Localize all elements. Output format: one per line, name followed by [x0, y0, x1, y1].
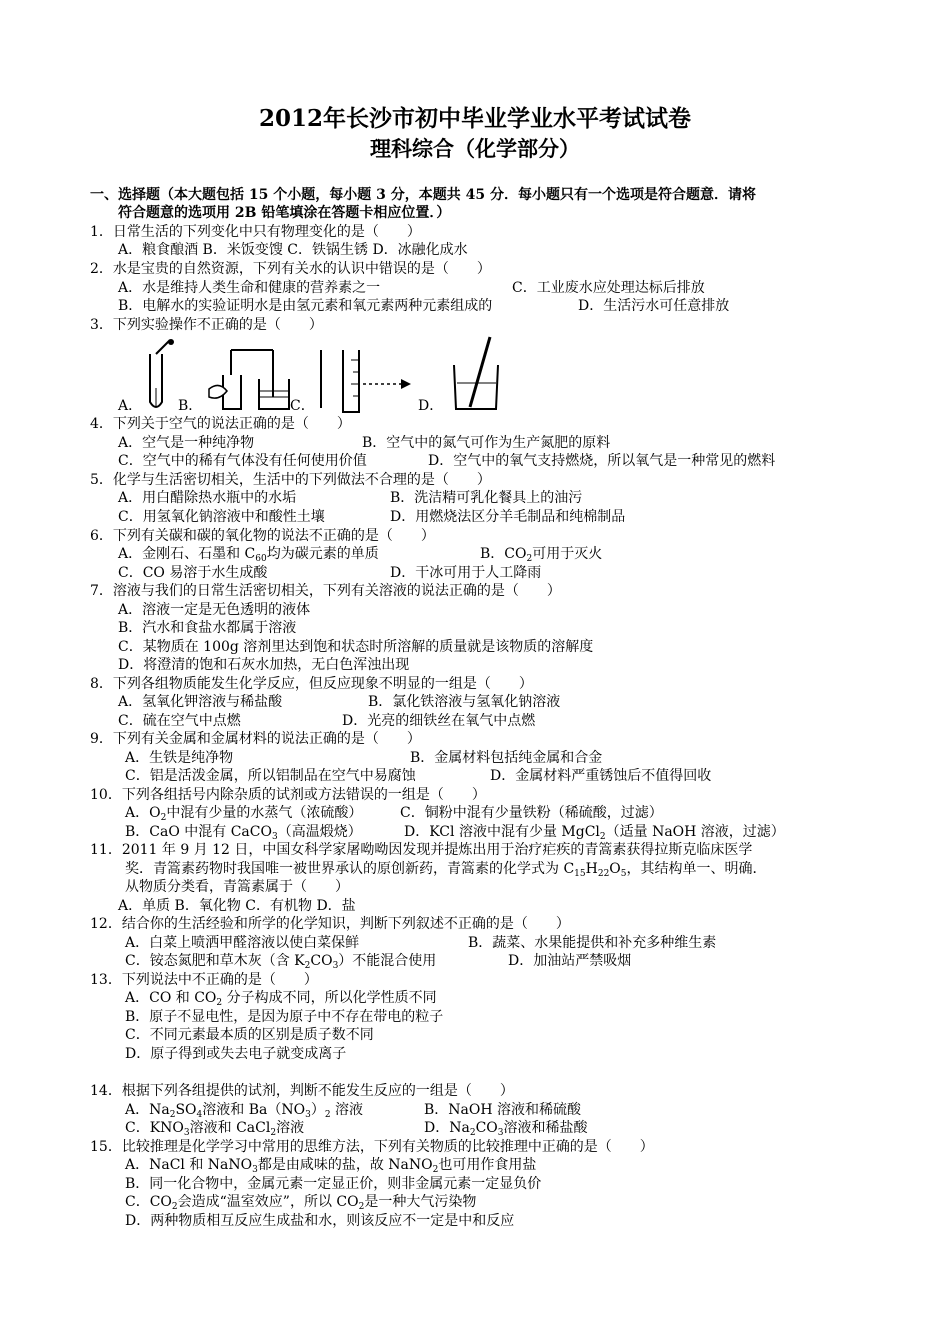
q8-option-c: C．硫在空气中点燃 — [118, 713, 241, 729]
q6-option-d: D．干冰可用于人工降雨 — [390, 565, 542, 581]
q12-option-c: C．铵态氮肥和草木灰（含 $K_2CO_3$）不能混合使用 — [125, 953, 437, 971]
q4-option-b: B．空气中的氮气可作为生产氮肥的原料 — [362, 435, 611, 451]
q3-label-d: D． — [418, 398, 444, 414]
q4-option-a: A．空气是一种纯净物 — [118, 435, 255, 451]
q1-stem: 1．日常生活的下列变化中只有物理变化的是（ ） — [90, 224, 421, 240]
q15-option-a: A．NaCl 和 NaNO$_3$都是由咸味的盐，故 NaNO$_2$也可用作食用盐 — [125, 1157, 537, 1175]
q3-figure-a-test-tube — [140, 338, 180, 413]
q11-stem-line3: 从物质分类看，青篙素属于（ ） — [125, 879, 349, 895]
q5-option-b: B．洗洁精可乳化餐具上的油污 — [390, 490, 583, 506]
q14-stem: 14．根据下列各组提供的试剂，判断不能发生反应的一组是（ ） — [90, 1083, 514, 1099]
q10-option-d: D．KCl 溶液中混有少量 MgCl$_2$（适量 NaOH 溶液，过滤） — [404, 824, 785, 842]
q4-option-c: C．空气中的稀有气体没有任何使用价值 — [118, 453, 367, 469]
q3-label-a: A． — [118, 398, 143, 414]
q15-option-d: D．两种物质相互反应生成盐和水，则该反应不一定是中和反应 — [125, 1213, 515, 1229]
q12-option-a: A．白菜上喷洒甲醛溶液以使白菜保鲜 — [125, 935, 360, 951]
q7-option-c: C．某物质在 100g 溶剂里达到饱和状态时所溶解的质量就是该物质的溶解度 — [118, 639, 594, 655]
q8-option-b: B．氯化铁溶液与氢氧化钠溶液 — [368, 694, 561, 710]
q13-option-b: B．原子不显电性，是因为原子中不存在带电的粒子 — [125, 1009, 444, 1025]
q5-option-d: D．用燃烧法区分羊毛制品和纯棉制品 — [390, 509, 626, 525]
q11-stem-line1: 11．2011 年 9 月 12 日，中国女科学家屠呦呦因发现并提炼出用于治疗疟疾的青篙素获得拉斯克临床医学 — [90, 842, 753, 858]
q9-option-a: A．生铁是纯净物 — [125, 750, 234, 766]
q14-option-c: C．$KNO_3$溶液和 CaCl$_2$溶液 — [125, 1120, 305, 1138]
q8-option-a: A．氢氧化钾溶液与稀盐酸 — [118, 694, 283, 710]
section-heading-line1: 一、选择题（本大题包括 15 个小题，每小题 3 分，本题共 45 分．每小题只有一个选项是符合题意．请将 — [90, 187, 756, 203]
q9-option-b: B．金属材料包括纯金属和合金 — [410, 750, 603, 766]
q14-option-b: B．NaOH 溶液和稀硫酸 — [424, 1102, 582, 1118]
q7-option-d: D．将澄清的饱和石灰水加热，无白色浑浊出现 — [118, 657, 410, 673]
q15-stem: 15．比较推理是化学学习中常用的思维方法，下列有关物质的比较推理中正确的是（ ） — [90, 1139, 654, 1155]
q13-option-c: C．不同元素最本质的区别是质子数不同 — [125, 1027, 374, 1043]
q12-option-b: B．蔬菜、水果能提供和补充多种维生素 — [468, 935, 717, 951]
q9-stem: 9．下列有关金属和金属材料的说法正确的是（ ） — [90, 731, 421, 747]
q2-option-d: D．生活污水可任意排放 — [578, 298, 730, 314]
q12-stem: 12．结合你的生活经验和所学的化学知识，判断下列叙述不正确的是（ ） — [90, 916, 570, 932]
q5-stem: 5．化学与生活密切相关，生活中的下列做法不合理的是（ ） — [90, 472, 491, 488]
q6-option-a: A．金刚石、石墨和 $C_{60}$均为碳元素的单质 — [118, 546, 379, 564]
q7-option-b: B．汽水和食盐水都属于溶液 — [118, 620, 297, 636]
q6-option-c: C．CO 易溶于水生成酸 — [118, 565, 268, 581]
q2-option-a: A．水是维持人类生命和健康的营养素之一 — [118, 280, 381, 296]
q10-stem: 10．下列各组括号内除杂质的试剂或方法错误的一组是（ ） — [90, 787, 486, 803]
q5-option-c: C．用氢氧化钠溶液中和酸性土壤 — [118, 509, 325, 525]
q4-stem: 4．下列关于空气的说法正确的是（ ） — [90, 416, 351, 432]
q9-option-c: C．铝是活泼金属，所以铝制品在空气中易腐蚀 — [125, 768, 416, 784]
q6-stem: 6．下列有关碳和碳的氧化物的说法不正确的是（ ） — [90, 528, 435, 544]
q3-label-b: B． — [178, 398, 203, 414]
q13-stem: 13．下列说法中不正确的是（ ） — [90, 972, 318, 988]
q11-stem-line2: 奖．青篙素药物时我国唯一被世界承认的原创新药，青篙素的化学式为 $C_{15}H_{22}O_5$，其结构单一、明确． — [125, 861, 767, 879]
q3-figure-c-graduated-cylinder — [315, 348, 415, 414]
q10-option-a: A．$O_2$中混有少量的水蒸气（浓硫酸） — [125, 805, 363, 823]
q10-option-b: B．CaO 中混有 CaCO$_3$（高温煅烧） — [125, 824, 362, 842]
exam-subtitle: 理科综合（化学部分） — [370, 136, 580, 161]
q11-options: A．单质 B．氧化物 C．有机物 D．盐 — [118, 898, 356, 914]
q15-option-c: C．$CO_2$会造成“温室效应”，所以 $CO_2$是一种大气污染物 — [125, 1194, 477, 1212]
q1-options: A．粮食酿酒 B．米饭变馊 C．铁锅生锈 D．冰融化成水 — [118, 242, 468, 258]
q5-option-a: A．用白醋除热水瓶中的水垢 — [118, 490, 297, 506]
q3-label-c: C． — [290, 398, 315, 414]
q3-figure-b-airtight-check — [205, 345, 295, 413]
q7-stem: 7．溶液与我们的日常生活密切相关，下列有关溶液的说法正确的是（ ） — [90, 583, 561, 599]
q2-option-c: C．工业废水应处理达标后排放 — [512, 280, 705, 296]
q15-option-b: B．同一化合物中，金属元素一定显正价，则非金属元素一定显负价 — [125, 1176, 542, 1192]
q10-option-c: C．铜粉中混有少量铁粉（稀硫酸，过滤） — [400, 805, 663, 821]
q3-stem: 3．下列实验操作不正确的是（ ） — [90, 317, 323, 333]
q7-option-a: A．溶液一定是无色透明的液体 — [118, 602, 311, 618]
q14-option-a: A．$Na_2SO_4$溶液和 $Ba(NO_3)_2$ 溶液 — [125, 1102, 363, 1120]
q8-stem: 8．下列各组物质能发生化学反应，但反应现象不明显的一组是（ ） — [90, 676, 533, 692]
q3-figure-d-beaker-stirring — [448, 335, 508, 413]
q13-option-d: D．原子得到或失去电子就变成离子 — [125, 1046, 347, 1062]
q4-option-d: D．空气中的氧气支持燃烧，所以氧气是一种常见的燃料 — [428, 453, 776, 469]
q14-option-d: D．$Na_2CO_3$溶液和稀盐酸 — [424, 1120, 588, 1138]
q2-stem: 2．水是宝贵的自然资源，下列有关水的认识中错误的是（ ） — [90, 261, 491, 277]
exam-title: 2012年长沙市初中毕业学业水平考试试卷 — [258, 105, 691, 132]
q2-option-b: B．电解水的实验证明水是由氢元素和氧元素两种元素组成的 — [118, 298, 493, 314]
q12-option-d: D．加油站严禁吸烟 — [508, 953, 632, 969]
q6-option-b: B．$CO_2$可用于灭火 — [480, 546, 603, 564]
q8-option-d: D．光亮的细铁丝在氧气中点燃 — [342, 713, 536, 729]
section-heading-line2: 符合题意的选项用 2B 铅笔填涂在答题卡相应位置．） — [118, 205, 451, 221]
q13-option-a: A．CO 和 $CO_2$ 分子构成不同，所以化学性质不同 — [125, 990, 437, 1008]
q9-option-d: D．金属材料严重锈蚀后不值得回收 — [490, 768, 712, 784]
